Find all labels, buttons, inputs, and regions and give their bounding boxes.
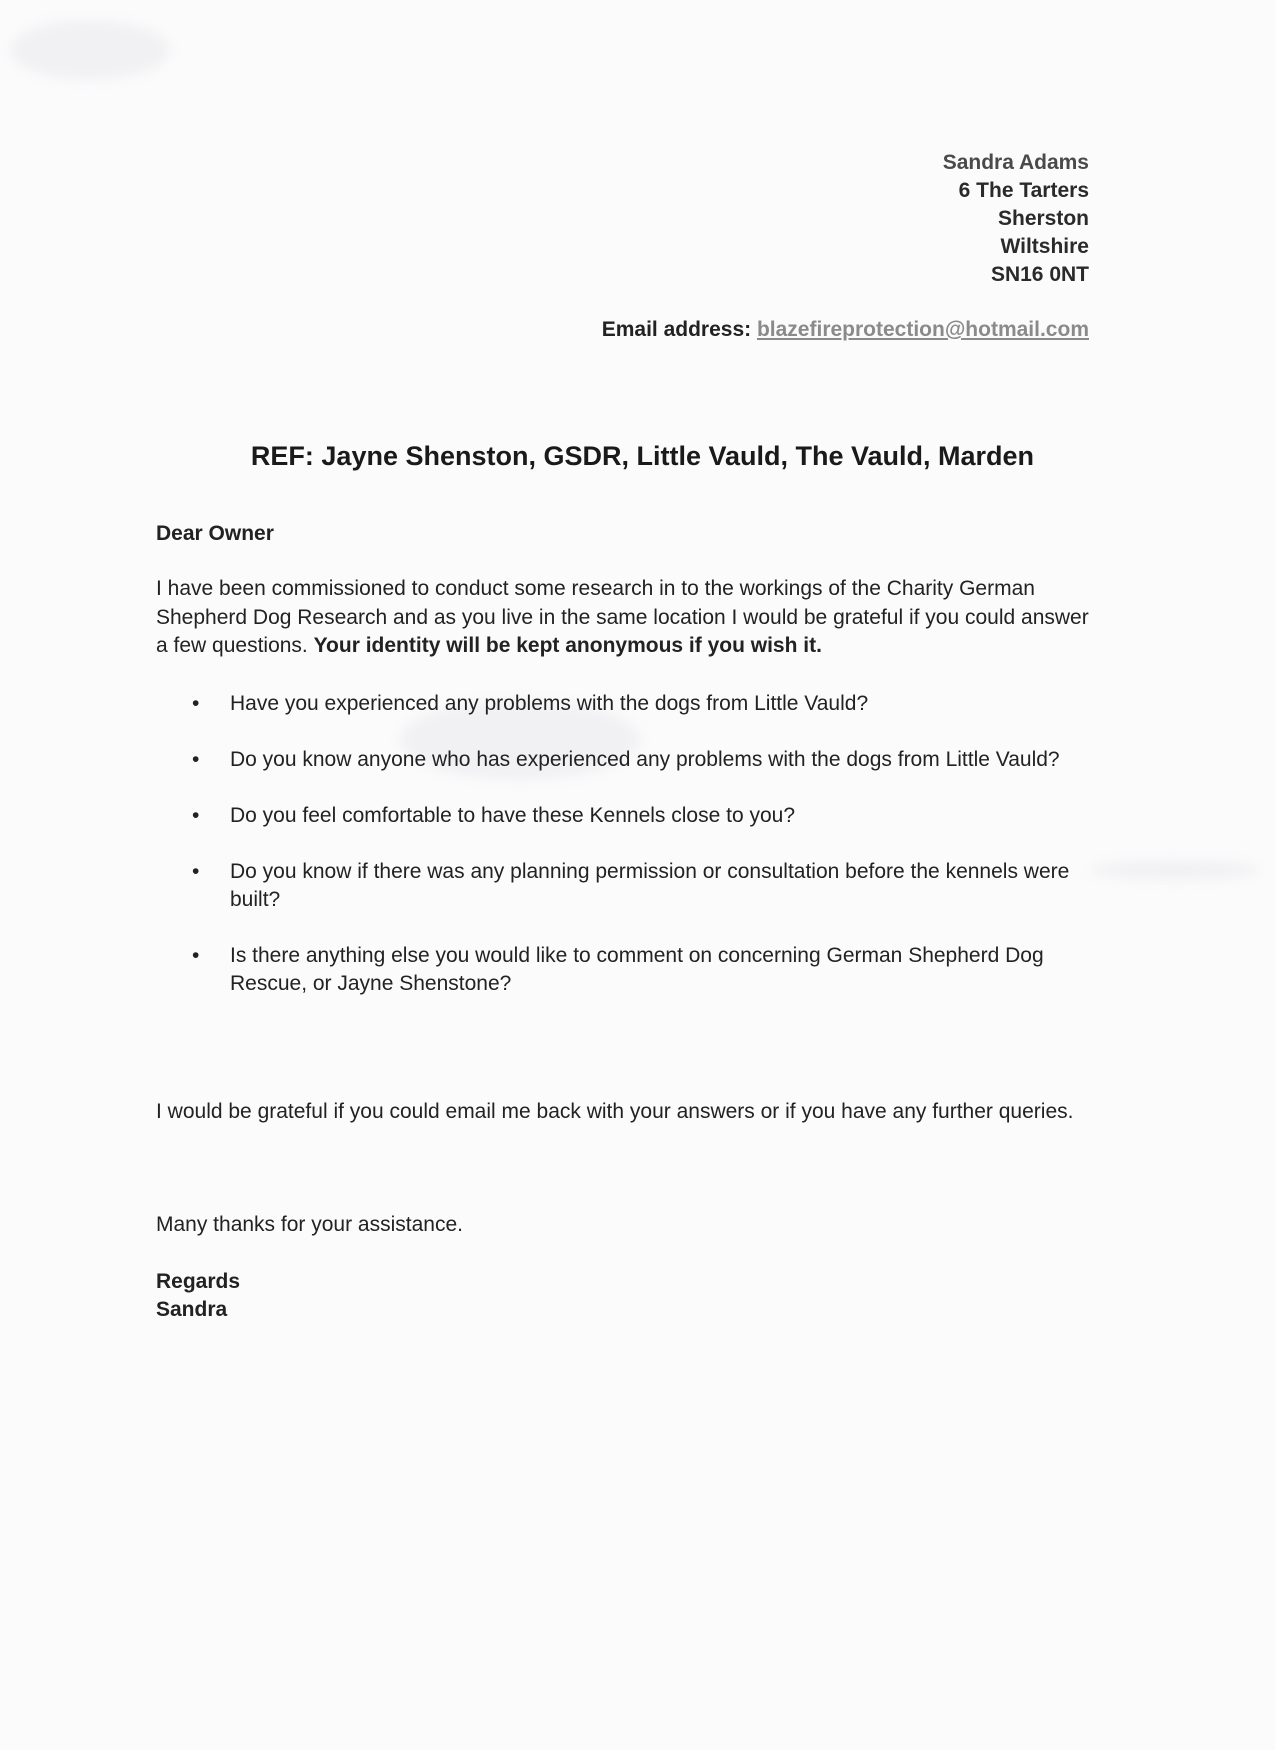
email-line	[602, 318, 1089, 342]
list-item	[156, 858, 1120, 914]
signoff	[156, 1268, 240, 1324]
list-item	[156, 942, 1120, 998]
email-label: Email address:	[601, 318, 752, 341]
question-text: Do you know if there was any planning permission or consultation before the kennels were built?	[230, 860, 1070, 911]
bullet-icon: •	[192, 944, 200, 967]
sender-name: Sandra Adams	[942, 151, 1089, 174]
reference-heading: REF: Jayne Shenston, GSDR, Little Vauld, The Vauld, Marden	[250, 441, 1035, 471]
list-item	[156, 746, 1120, 774]
list-item	[156, 802, 1120, 830]
bullet-icon: •	[192, 692, 200, 715]
question-text: Is there anything else you would like to comment on concerning German Shepherd Dog Rescue, or Jayne Shenstone?	[230, 944, 1044, 995]
bullet-icon: •	[192, 860, 200, 883]
address-postcode: SN16 0NT	[990, 263, 1089, 286]
address-line: 6 The Tarters	[958, 179, 1089, 202]
question-text: Do you know anyone who has experienced any problems with the dogs from Little Vauld?	[230, 748, 1060, 771]
sender-address	[943, 149, 1089, 289]
question-text: Do you feel comfortable to have these Kennels close to you?	[230, 804, 796, 827]
signature-name: Sandra	[156, 1298, 228, 1321]
intro-anonymity-note: Your identity will be kept anonymous if you wish it.	[313, 634, 822, 657]
bullet-icon: •	[192, 804, 200, 827]
question-text: Have you experienced any problems with the dogs from Little Vauld?	[230, 692, 869, 715]
bullet-icon: •	[192, 748, 200, 771]
list-item	[156, 690, 1120, 718]
email-link[interactable]: blazefireprotection@hotmail.com	[756, 318, 1089, 341]
scan-smudge	[10, 20, 170, 80]
intro-text: I have been commissioned to conduct some research in to the workings of the Charity German Shepherd Dog Research and as you live in the same location I would be grateful if you could answer a few questions.	[156, 577, 1089, 657]
address-line: Sherston	[997, 207, 1089, 230]
closing-paragraph: I would be grateful if you could email me back with your answers or if you have any further queries.	[156, 1100, 1074, 1123]
address-line: Wiltshire	[1000, 235, 1089, 258]
salutation: Dear Owner	[156, 522, 274, 545]
thanks-line: Many thanks for your assistance.	[156, 1213, 463, 1236]
regards-text: Regards	[156, 1270, 241, 1293]
intro-paragraph	[156, 575, 1096, 661]
